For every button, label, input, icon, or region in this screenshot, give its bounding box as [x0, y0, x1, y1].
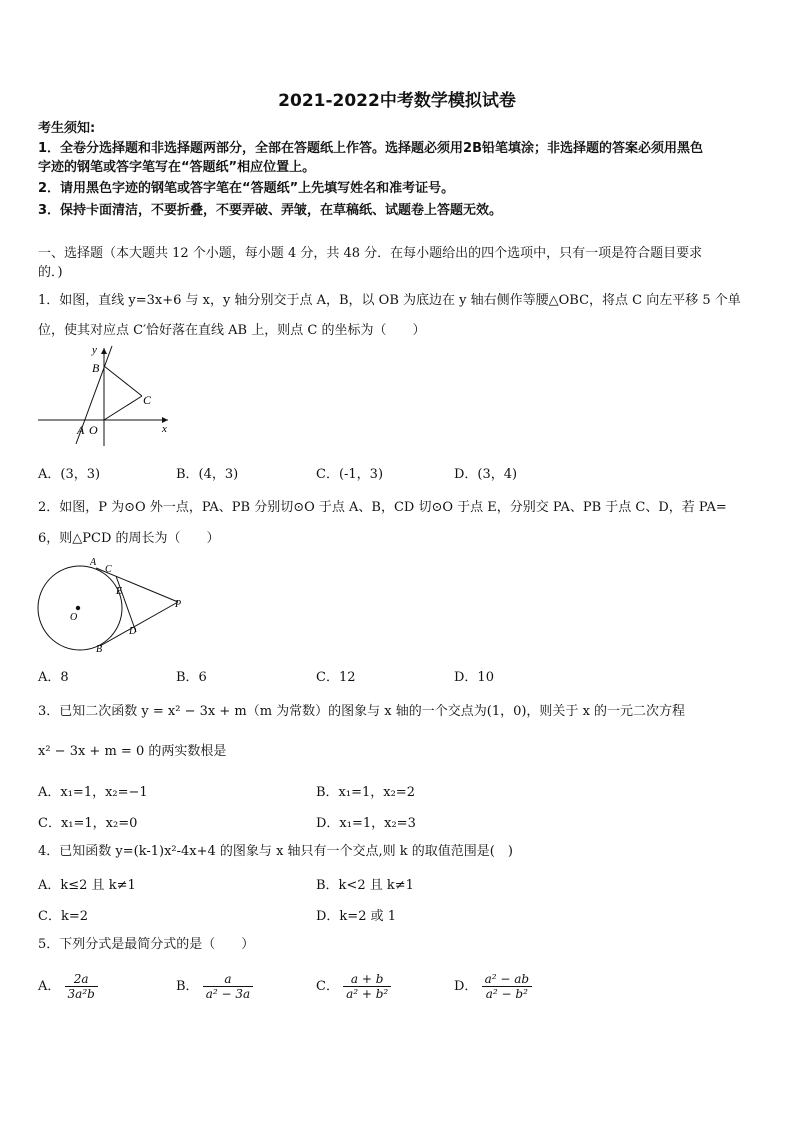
q5-option-c-numerator: a + b	[343, 972, 391, 987]
q1-option-c[interactable]: C．(-1，3)	[316, 467, 384, 482]
q1-figure	[36, 344, 172, 448]
q1-option-b[interactable]: B．(4，3)	[176, 467, 239, 482]
page-title: 2021-2022中考数学模拟试卷	[278, 91, 516, 111]
q4-option-c[interactable]: C．k=2	[38, 909, 88, 924]
q5-option-b-fraction	[203, 972, 253, 1001]
q2-label-A: A	[90, 557, 97, 568]
section-heading: 一、选择题（本大题共 12 个小题，每小题 4 分，共 48 分．在每小题给出的四个选项中，只有一项是符合题目要求	[38, 246, 703, 261]
q3-option-b[interactable]: B．x₁=1，x₂=2	[316, 785, 415, 800]
q5-option-b-numerator: a	[203, 972, 253, 987]
section-heading-cont: 的．)	[38, 265, 63, 280]
q5-option-c-fraction	[343, 972, 391, 1001]
q5-option-d-fraction	[482, 972, 532, 1001]
q4-option-b[interactable]: B．k<2 且 k≠1	[316, 878, 414, 893]
q3-stem-cont: x² − 3x + m = 0 的两实数根是	[38, 744, 227, 759]
q3-option-a[interactable]: A．x₁=1，x₂=−1	[38, 785, 148, 800]
q2-figure	[34, 556, 194, 656]
q5-option-a[interactable]	[38, 972, 98, 1001]
q2-option-c[interactable]: C．12	[316, 670, 356, 685]
q2-label-E: E	[116, 586, 123, 597]
q2-option-b[interactable]: B．6	[176, 670, 207, 685]
q5-option-d-label: D．	[454, 979, 478, 994]
q5-option-b-denominator: a² − 3a	[205, 987, 251, 1001]
q5-option-d[interactable]	[454, 972, 532, 1001]
notice-item-1: 1．全卷分选择题和非选择题两部分，全部在答题纸上作答。选择题必须用2B铅笔填涂；非选择题的答案必须用黑色	[38, 141, 704, 156]
q1-label-x: x	[162, 423, 167, 435]
q5-stem: 5．下列分式是最简分式的是（ ）	[38, 937, 255, 952]
q2-stem-cont: 6，则△PCD 的周长为（ ）	[38, 531, 220, 546]
q3-option-d[interactable]: D．x₁=1，x₂=3	[316, 816, 416, 831]
q1-option-a[interactable]: A．(3，3)	[38, 467, 101, 482]
q5-option-d-denominator: a² − b²	[485, 987, 528, 1001]
notice-item-2: 2．请用黑色字迹的钢笔或答字笔在“答题纸”上先填写姓名和准考证号。	[38, 181, 455, 196]
q4-option-d[interactable]: D．k=2 或 1	[316, 909, 396, 924]
q5-option-b-label: B．	[176, 979, 199, 994]
q2-label-O: O	[70, 612, 78, 623]
q1-label-B: B	[92, 361, 100, 375]
q5-option-c-label: C．	[316, 979, 339, 994]
notice-item-1-cont: 字迹的钢笔或答字笔写在“答题纸”相应位置上。	[38, 160, 316, 175]
q5-option-b[interactable]	[176, 972, 253, 1001]
q3-stem: 3．已知二次函数 y = x² − 3x + m（m 为常数）的图象与 x 轴的一个交点为(1，0)，则关于 x 的一元二次方程	[38, 704, 686, 719]
q2-option-a[interactable]: A．8	[38, 670, 69, 685]
q4-option-a[interactable]: A．k≤2 且 k≠1	[38, 878, 136, 893]
q1-label-C: C	[143, 393, 152, 407]
q5-option-a-denominator: 3a²b	[67, 987, 95, 1001]
q2-label-P: P	[175, 599, 182, 610]
q2-label-D: D	[129, 626, 137, 637]
q2-option-d[interactable]: D．10	[454, 670, 494, 685]
q3-option-c[interactable]: C．x₁=1，x₂=0	[38, 816, 138, 831]
q1-stem: 1．如图，直线 y=3x+6 与 x，y 轴分别交于点 A，B，以 OB 为底边在 y 轴右侧作等腰△OBC，将点 C 向左平移 5 个单	[38, 293, 741, 308]
q5-option-c-denominator: a² + b²	[346, 987, 389, 1001]
q1-label-O: O	[89, 423, 98, 437]
q1-stem-cont: 位，使其对应点 C′恰好落在直线 AB 上，则点 C 的坐标为（ ）	[38, 323, 426, 338]
q2-stem: 2．如图，P 为⊙O 外一点，PA、PB 分别切⊙O 于点 A、B，CD 切⊙O 于点 E，分别交 PA、PB 于点 C、D，若 PA=	[38, 500, 727, 515]
q4-stem: 4．已知函数 y=(k-1)x²-4x+4 的图象与 x 轴只有一个交点,则 k 的取值范围是( )	[38, 844, 513, 859]
q2-label-C: C	[105, 564, 112, 575]
q5-option-a-numerator: 2a	[65, 972, 98, 987]
q1-label-A: A	[77, 423, 85, 437]
q1-option-d[interactable]: D．(3，4)	[454, 467, 518, 482]
q5-option-a-label: A．	[38, 979, 61, 994]
notice-heading: 考生须知:	[38, 121, 96, 136]
q2-label-B: B	[96, 644, 103, 655]
q5-option-d-numerator: a² − ab	[482, 972, 532, 987]
q5-option-c[interactable]	[316, 972, 391, 1001]
notice-item-3: 3．保持卡面清洁，不要折叠，不要弄破、弄皱，在草稿纸、试题卷上答题无效。	[38, 203, 503, 218]
q1-label-y: y	[92, 344, 97, 356]
q5-option-a-fraction	[65, 972, 98, 1001]
